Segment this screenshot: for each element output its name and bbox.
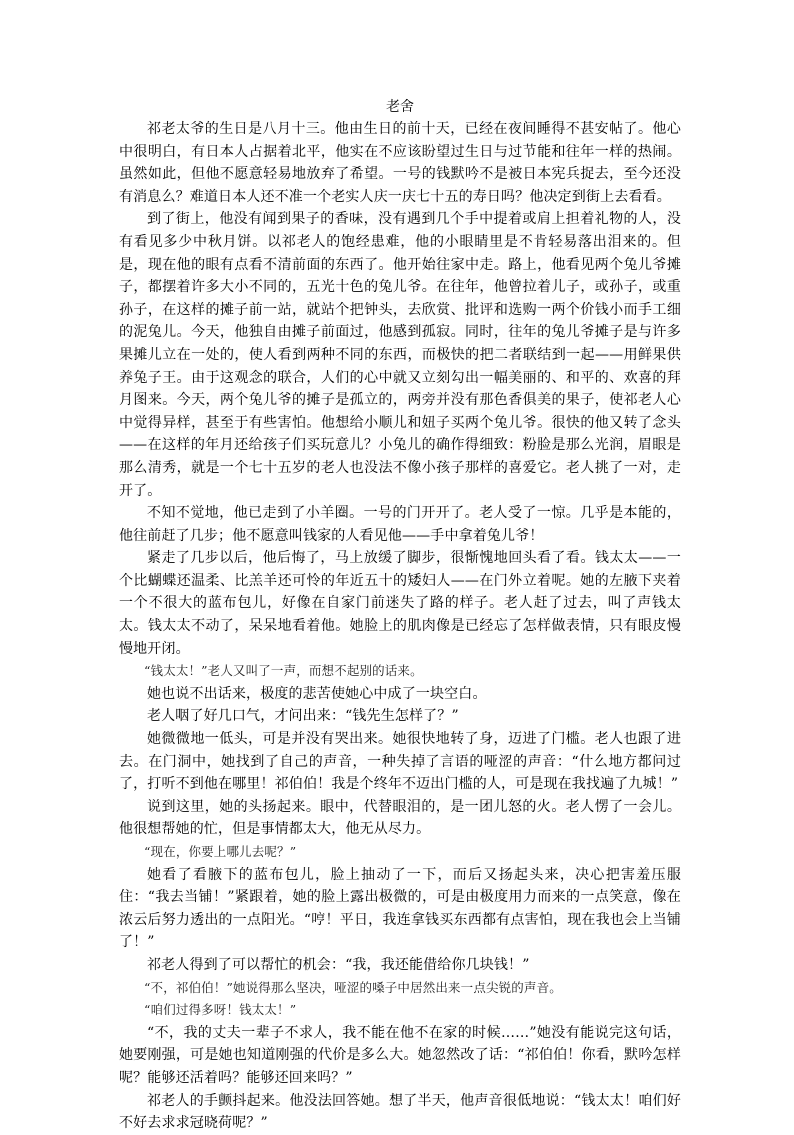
paragraph-5: “钱太太！”老人又叫了一声，而想不起别的话来。 [144, 663, 423, 679]
document-page [119, 96, 681, 1135]
paragraph-1: 祁老太爷的生日是八月十三。他由生日的前十天，已经在夜间睡得不甚安帖了。他心中很明白，有日本人占据着北平，他实在不应该盼望过生日与过节能和往年一样的热闹。虽然如此，但他不愿意轻易地放弃了希望。一号的钱默吟不是被日本宪兵捉去，至今还没有消息么？难道日本人还不准一个老实人庆一庆七十五的寿日吗？他决定到街上去看看。 [119, 121, 681, 205]
paragraph-9: 说到这里，她的头扬起来。眼中，代替眼泪的，是一团儿怒的火。老人愣了一会儿。他很想帮她的忙，但是事情都太大，他无从尽力。 [119, 798, 681, 838]
paragraph-15: “不，我的丈夫一辈子不求人，我不能在他不在家的时候……”她没有能说完这句话，她要刚强，可是她也知道刚强的代价是多么大。她忽然改了话：“祁伯伯！你看，默吟怎样呢？能够还活着吗？能够还回来吗？” [119, 1024, 681, 1086]
paragraph-16: 祁老人的手颤抖起来。他没法回答她。想了半天，他声音很低地说：“钱太太！咱们好不好去求求冠晓荷呢？” [119, 1092, 681, 1132]
paragraph-13: “不，祁伯伯！”她说得那么坚决，哑涩的嗓子中居然出来一点尖锐的声音。 [144, 979, 562, 995]
paragraph-8: 她微微地一低头，可是并没有哭出来。她很快地转了身，迈进了门槛。老人也跟了进去。在门洞中，她找到了自己的声音，一种失掉了言语的哑涩的声音：“什么地方都问过了，打听不到他在哪里！祁伯伯！我是个终年不迈出门槛的人，可是现在我找遍了九城！” [119, 731, 681, 793]
paragraph-11: 她看了看腋下的蓝布包儿，脸上抽动了一下，而后又扬起头来，决心把害羞压服住：“我去当铺！”紧跟着，她的脸上露出极微的，可是由极度用力而来的一点笑意，像在浓云后努力透出的一点阳光。“哼！平日，我连拿钱买东西都有点害怕，现在我也会上当铺了！” [119, 866, 681, 951]
paragraph-7: 老人咽了好几口气，才问出来：“钱先生怎样了？” [147, 708, 459, 725]
paragraph-6: 她也说不出话来，极度的悲苦使她心中成了一块空白。 [147, 685, 487, 702]
paragraph-2: 到了街上，他没有闻到果子的香味，没有遇到几个手中提着或肩上担着礼物的人，没有看见多少中秋月饼。以祁老人的饱经患难，他的小眼睛里是不肯轻易落出泪来的。但是，现在他的眼有点看不清前面的东西了。他开始往家中走。路上，他看见两个兔儿爷摊子，都摆着许多大小不同的，五光十色的兔儿爷。在往年，他曾拉着儿子，或孙子，或重孙子，在这样的摊子前一站，就站个把钟头，去欣赏、批评和选购一两个价钱小而手工细的泥兔儿。今天，他独自由摊子前面过，他感到孤寂。同时，往年的兔儿爷摊子是与许多果摊儿立在一处的，使人看到两种不同的东西，而极快的把二者联结到一起——用鲜果供养兔子王。由于这观念的联合，人们的心中就又立刻勾出一幅美丽的、和平的、欢喜的拜月图来。今天，两个兔儿爷的摊子是孤立的，两旁并没有那色香俱美的果子，使祁老人心中觉得异样，甚至于有些害怕。他想给小顺儿和妞子买两个兔儿爷。很快的他又转了念头——在这样的年月还给孩子们买玩意儿？小兔儿的确作得细致：粉脸是那么光润，眉眼是那么清秀，就是一个七十五岁的老人也没法不像小孩子那样的喜爱它。老人挑了一对，走开了。 [119, 211, 681, 499]
paragraph-14: “咱们过得多呀！钱太太！” [144, 1002, 297, 1018]
paragraph-12: 祁老人得到了可以帮忙的机会：“我，我还能借给你几块钱！” [147, 956, 530, 973]
document-title: 老舍 [386, 99, 414, 115]
paragraph-4: 紧走了几步以后，他后悔了，马上放缓了脚步，很惭愧地回头看了看。钱太太——一个比蝴蝶还温柔、比羔羊还可怜的年近五十的矮妇人——在门外立着呢。她的左腋下夹着一个不很大的蓝布包儿，好像在自家门前迷失了路的样子。老人赶了过去，叫了声钱太太。钱太太不动了，呆呆地看着他。她脸上的肌肉像是已经忘了怎样做表情，只有眼皮慢慢地开闭。 [119, 550, 681, 657]
paragraph-10: “现在，你要上哪儿去呢？” [144, 844, 297, 859]
paragraph-3: 不知不觉地，他已走到了小羊圈。一号的门开开了。老人受了一惊。几乎是本能的，他往前赶了几步；他不愿意叫钱家的人看见他——手中拿着兔儿爷！ [119, 505, 681, 544]
